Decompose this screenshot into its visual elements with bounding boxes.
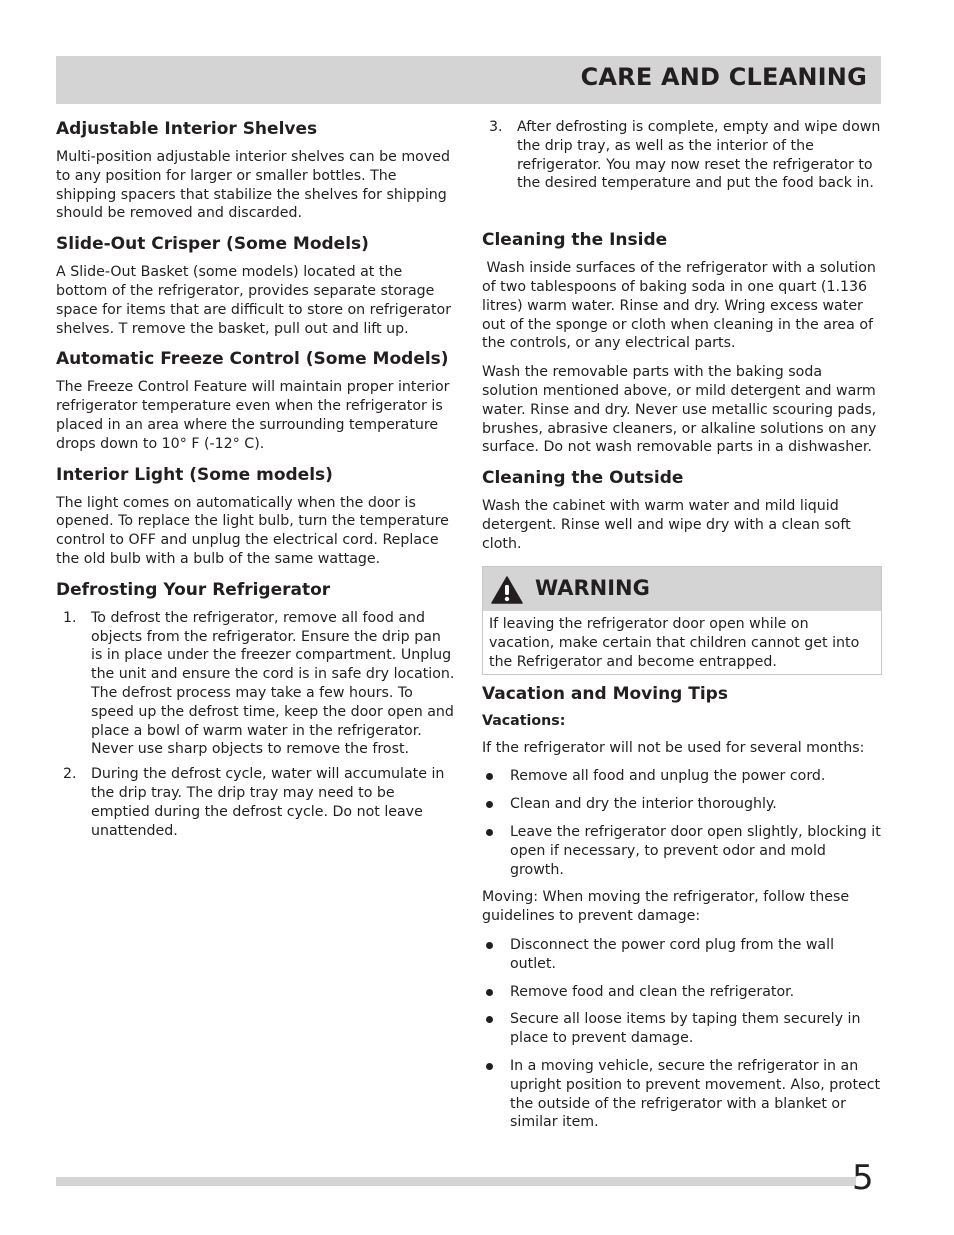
list-item [482, 983, 882, 1002]
section-body: A Slide-Out Basket (some models) located at the bottom of the refrigerator, provides separate storage space for items that are difficult to store on refrigerator shelves. T remove the basket, pull out and lift up. [56, 264, 452, 337]
list-item [482, 1010, 882, 1048]
list-item [482, 118, 882, 193]
warning-header [483, 567, 881, 611]
header-bar [56, 56, 881, 104]
moving-intro: Moving: When moving the refrigerator, follow these guidelines to prevent damage: [482, 889, 850, 925]
section-heading: Defrosting Your Refrigerator [56, 579, 331, 600]
section-cleaning-inside [482, 229, 882, 457]
defrost-steps-list [56, 609, 456, 841]
list-item-text: In a moving vehicle, secure the refrigerator in an upright position to prevent movement. Also, protect the outside of the refrigerator with a blanket or similar item. [510, 1057, 881, 1131]
section-body: The light comes on automatically when the door is opened. To replace the light bulb, turn the temperature control to OFF and unplug the electrical cord. Replace the old bulb with a bulb of the same wattage. [56, 494, 449, 567]
list-item-text: Disconnect the power cord plug from the wall outlet. [510, 936, 835, 972]
list-item [482, 823, 882, 879]
section-body: Wash the removable parts with the baking soda solution mentioned above, or mild detergent and warm water. Rinse and dry. Never use metallic scouring pads, brushes, abrasive cleaners, or alkaline solutions on any surface. Do not wash removable parts in a dishwasher. [482, 364, 877, 456]
list-item [482, 767, 882, 786]
section-heading: Slide-Out Crisper (Some Models) [56, 234, 369, 255]
page-title: CARE AND CLEANING [580, 63, 867, 91]
section-vacation-moving [482, 683, 882, 1133]
bullet-icon [486, 773, 493, 780]
list-item-text: Secure all loose items by taping them securely in place to prevent damage. [510, 1011, 861, 1047]
section-cleaning-outside [482, 467, 882, 553]
list-item-text: Remove all food and unplug the power cord. [510, 768, 826, 785]
section-heading: Adjustable Interior Shelves [56, 119, 318, 139]
left-column [56, 118, 456, 850]
page-number: 5 [852, 1158, 874, 1198]
section-body: Multi-position adjustable interior shelves can be moved to any position for larger or smaller bottles. The shipping spacers that stabilize the shelves for shipping should be removed and discarded. [56, 149, 450, 222]
section-heading: Automatic Freeze Control (Some Models) [56, 349, 449, 370]
section-freeze-control [56, 348, 456, 453]
vacations-subheading: Vacations: [482, 712, 566, 729]
bullet-icon [486, 1063, 493, 1070]
list-item-text: Clean and dry the interior thoroughly. [510, 796, 777, 813]
moving-list [482, 936, 882, 1132]
step-number: 1. [63, 609, 77, 626]
step-text: To defrost the refrigerator, remove all food and objects from the refrigerator. Ensure the drip pan is in place under the freezer compartment. Unplug the unit and ensure the cord is in safe dry location. The defrost process may take a few hours. To speed up the defrost time, keep the door open and place a bowl of warm water in the refrigerator. Never use sharp objects to remove the frost. [91, 609, 455, 758]
list-item-text: Remove food and clean the refrigerator. [510, 983, 795, 1000]
warning-label: WARNING [535, 575, 650, 600]
step-text: After defrosting is complete, empty and wipe down the drip tray, as well as the interior of the refrigerator. You may now reset the refrigerator to the desired temperature and put the food back in. [517, 119, 881, 192]
footer-bar [56, 1177, 856, 1186]
step-number: 2. [63, 766, 77, 783]
section-shelves [56, 118, 456, 223]
bullet-icon [486, 1016, 493, 1023]
bullet-icon [486, 829, 493, 836]
section-body: The Freeze Control Feature will maintain proper interior refrigerator temperature even when the refrigerator is placed in an area where the surrounding temperature drops down to 10° F (-12° C). [56, 379, 450, 452]
vacation-list [482, 767, 882, 879]
section-heading: Interior Light (Some models) [56, 464, 333, 485]
warning-triangle-icon [491, 576, 523, 604]
vacation-intro: If the refrigerator will not be used for several months: [482, 739, 865, 756]
list-item [482, 795, 882, 814]
section-heading: Cleaning the Inside [482, 230, 668, 251]
section-heading: Cleaning the Outside [482, 468, 684, 489]
section-body: Wash the cabinet with warm water and mild liquid detergent. Rinse well and wipe dry with a clean soft cloth. [482, 498, 851, 552]
warning-box [482, 566, 882, 675]
bullet-icon [486, 801, 493, 808]
section-heading: Vacation and Moving Tips [482, 683, 728, 704]
defrost-steps-continued [482, 118, 882, 193]
list-item-text: Leave the refrigerator door open slightly, blocking it open if necessary, to prevent odor and mold growth. [510, 823, 881, 878]
right-column [482, 118, 882, 1142]
section-interior-light [56, 464, 456, 569]
warning-text: If leaving the refrigerator door open while on vacation, make certain that children cannot get into the Refrigerator and become entrapped. [489, 615, 860, 670]
bullet-icon [486, 989, 493, 996]
bullet-icon [486, 942, 493, 949]
list-item [482, 1057, 882, 1132]
section-defrosting [56, 579, 456, 841]
step-text: During the defrost cycle, water will accumulate in the drip tray. The drip tray may need to be emptied during the defrost cycle. Do not leave unattended. [91, 766, 445, 839]
section-body: Wash inside surfaces of the refrigerator with a solution of two tablespoons of baking soda in one quart (1.136 litres) warm water. Rinse and dry. Wring excess water out of the sponge or cloth when cleaning in the area of the controls, or any electrical parts. [482, 260, 881, 352]
section-crisper [56, 233, 456, 338]
list-item [56, 765, 456, 840]
list-item [56, 609, 456, 759]
list-item [482, 936, 882, 974]
step-number: 3. [489, 119, 503, 135]
